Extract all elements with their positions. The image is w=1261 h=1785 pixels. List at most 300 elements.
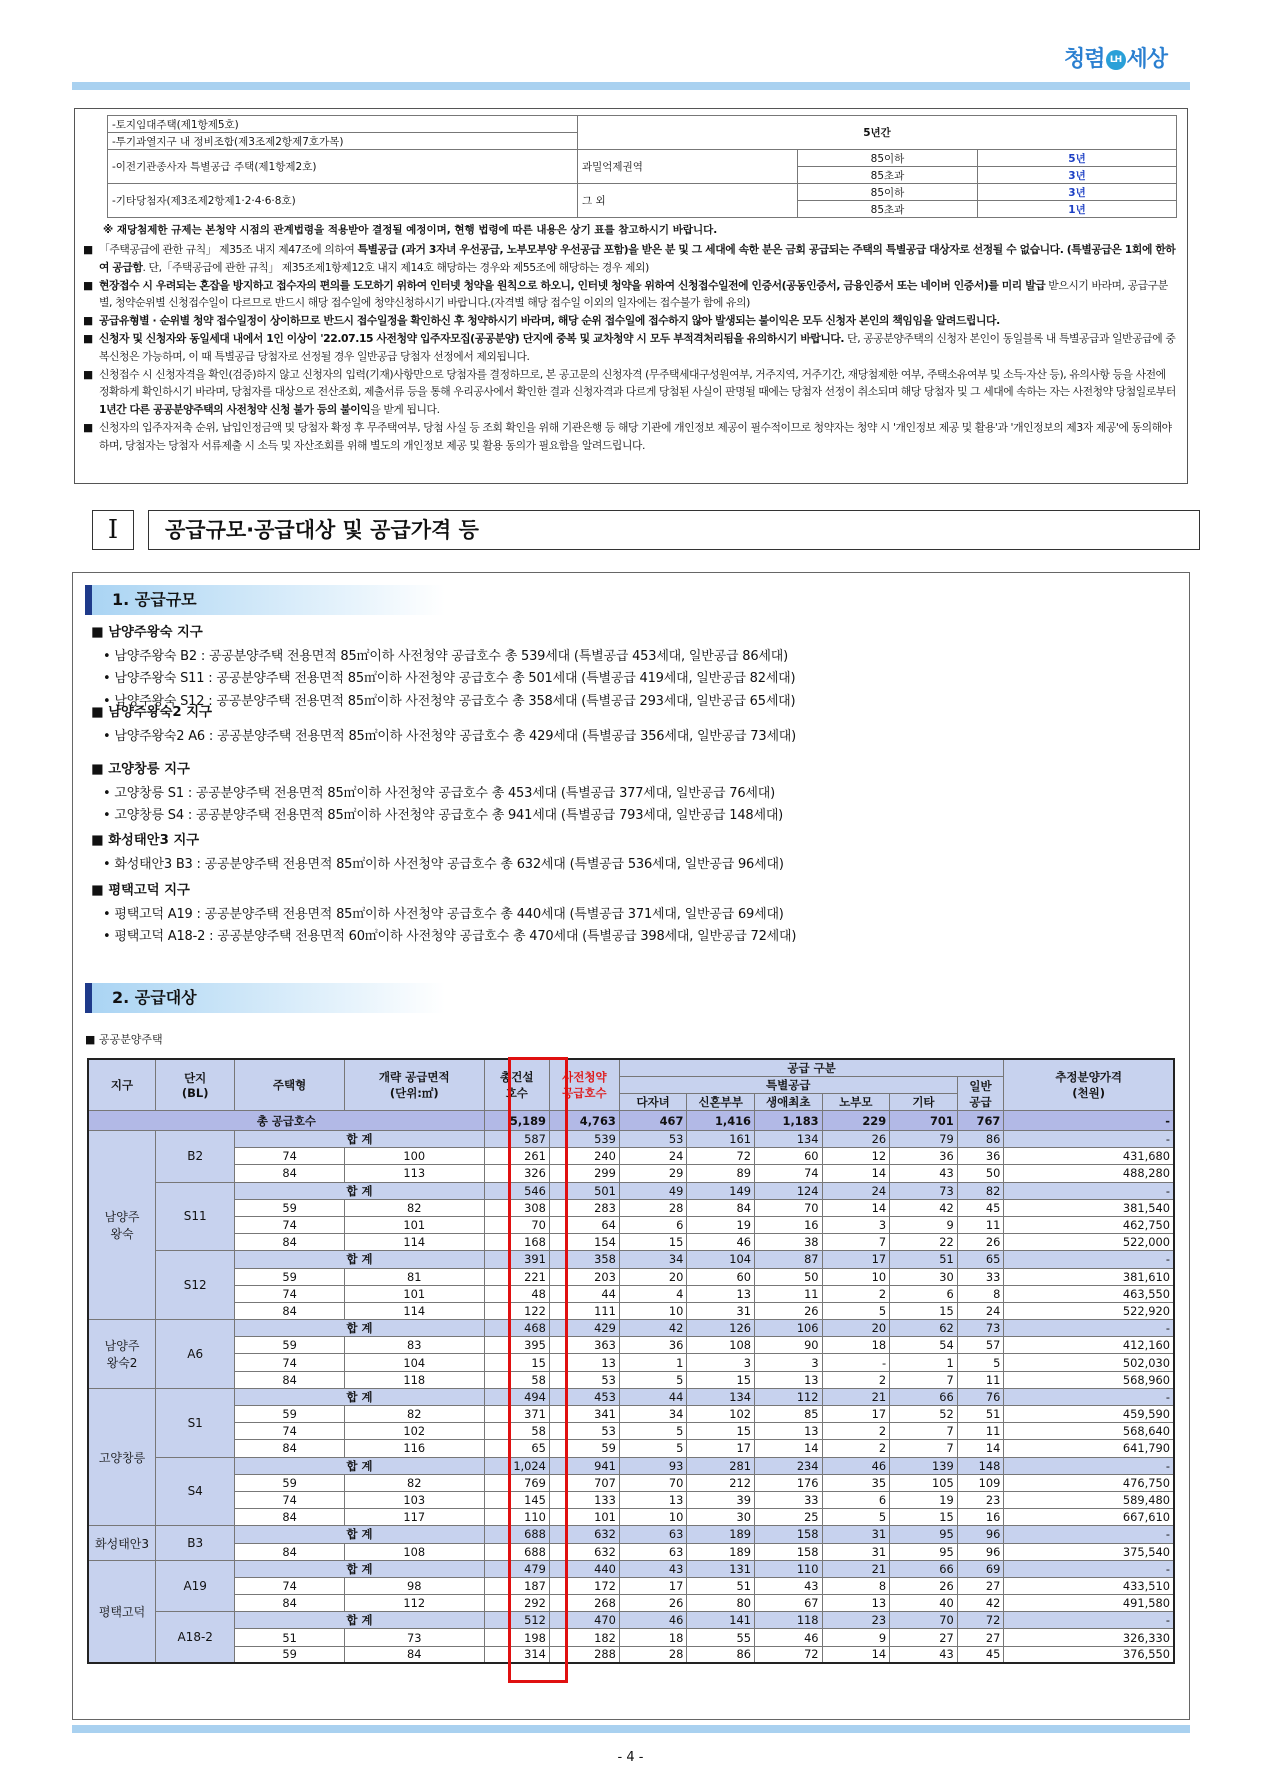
table-header: 공급 구분 <box>619 1059 1004 1077</box>
table-cell: 65 <box>957 1251 1004 1268</box>
table-cell: 84 <box>235 1543 345 1560</box>
table-row <box>88 1199 1174 1216</box>
notice-paragraph: ■ 현장접수 시 우려되는 혼잡을 방지하고 접수자의 편의를 도모하기 위하여 인터넷 청약을 원칙으로 하오니, 인터넷 청약을 위하여 신청접수일전에 인증서(공동인증서, 금융인증서 또는 네이버 인증서)를 미리 발급 받으시기 바라며, 공급구분별, 청약순위별 신청접수일이 다르므로 반드시 해당 접수일에 청약신청하시기 바랍니다.(자격별 해당 접수일 이외의 일자에는 접수불가 함에 유의) <box>83 278 1168 310</box>
table-caption: ■ 공공분양주택 <box>85 1033 163 1046</box>
table-cell: 84 <box>235 1509 345 1526</box>
table-cell: 124 <box>754 1182 822 1199</box>
table-cell: - <box>1004 1457 1174 1474</box>
table-header: 추정분양가격 (천원) <box>1004 1059 1174 1111</box>
subsection-title-scale: 1. 공급규모 <box>85 585 445 615</box>
rewin-restriction-table: -토지임대주택(제1항제5호) 5년간 -투기과열지구 내 정비조합(제3조제2항제7호가목) -이전기관종사자 특별공급 주택(제1항제2호) 과밀억제권역 85이하 5년 85초과 3년 -기타당첨자(제3조제2항제1·2·4·6·8호) 그 외 85이하 3년 85초과 1년 <box>107 115 1177 218</box>
table-cell: 18 <box>619 1629 687 1646</box>
table-cell: 261 <box>484 1148 549 1165</box>
table-cell: 70 <box>619 1474 687 1491</box>
table-cell: 33 <box>754 1491 822 1508</box>
table-cell: 35 <box>822 1474 890 1491</box>
table-cell: 86 <box>687 1646 755 1663</box>
table-cell: 26 <box>890 1577 958 1594</box>
table-cell: 308 <box>484 1199 549 1216</box>
table-cell: 187 <box>484 1577 549 1594</box>
table-cell: 122 <box>484 1302 549 1319</box>
bottom-divider <box>72 1725 1190 1733</box>
block-subtotal-row <box>88 1612 1174 1629</box>
table-cell: 26 <box>754 1302 822 1319</box>
table-cell: 60 <box>754 1148 822 1165</box>
table-cell: 189 <box>687 1543 755 1560</box>
table-cell: 95 <box>890 1543 958 1560</box>
table-cell: 17 <box>687 1440 755 1457</box>
block-cell: S12 <box>156 1251 235 1320</box>
table-cell: 15 <box>687 1371 755 1388</box>
table-cell: 58 <box>484 1371 549 1388</box>
table-cell: 67 <box>754 1595 822 1612</box>
table-cell: 43 <box>754 1577 822 1594</box>
table-cell: 5 <box>619 1423 687 1440</box>
table-cell: 707 <box>549 1474 619 1491</box>
table-cell: 522,920 <box>1004 1302 1174 1319</box>
table-cell: 4,763 <box>549 1111 619 1131</box>
table-cell: 38 <box>754 1234 822 1251</box>
table-cell: 76 <box>957 1388 1004 1405</box>
table-cell: 154 <box>549 1234 619 1251</box>
table-cell: 53 <box>549 1371 619 1388</box>
table-cell: 1 <box>619 1354 687 1371</box>
table-cell: 87 <box>754 1251 822 1268</box>
table-cell: 539 <box>549 1131 619 1148</box>
block-subtotal-row <box>88 1526 1174 1543</box>
table-cell: 632 <box>549 1543 619 1560</box>
table-cell: 66 <box>890 1560 958 1577</box>
table-cell: 33 <box>957 1268 1004 1285</box>
table-cell: - <box>1004 1251 1174 1268</box>
table-cell: 145 <box>484 1491 549 1508</box>
table-cell: 358 <box>549 1251 619 1268</box>
table-cell: 54 <box>890 1337 958 1354</box>
table-cell: 74 <box>235 1423 345 1440</box>
lh-logo-icon: LH <box>1106 50 1126 70</box>
table-cell: 59 <box>235 1337 345 1354</box>
table-cell: 59 <box>235 1199 345 1216</box>
table-row <box>88 1268 1174 1285</box>
table-cell: 82 <box>344 1474 484 1491</box>
table-cell: 189 <box>687 1526 755 1543</box>
table-cell: 84 <box>235 1165 345 1182</box>
table-row <box>88 1629 1174 1646</box>
table-cell: 50 <box>754 1268 822 1285</box>
table-cell: 203 <box>549 1268 619 1285</box>
table-cell: 112 <box>754 1388 822 1405</box>
block-subtotal-row <box>88 1320 1174 1337</box>
table-cell: 14 <box>822 1199 890 1216</box>
table-cell: 326 <box>484 1165 549 1182</box>
table-cell: 59 <box>235 1268 345 1285</box>
table-cell: 31 <box>687 1302 755 1319</box>
table-cell: 299 <box>549 1165 619 1182</box>
supply-item: • 평택고덕 A19 : 공공분양주택 전용면적 85㎡이하 사전청약 공급호수 총 440세대 (특별공급 371세대, 일반공급 69세대) <box>103 907 784 922</box>
table-cell: 440 <box>549 1560 619 1577</box>
table-cell: 1,024 <box>484 1457 549 1474</box>
table-cell: 363 <box>549 1337 619 1354</box>
table-cell: 81 <box>344 1268 484 1285</box>
supply-item: • 고양창릉 S1 : 공공분양주택 전용면적 85㎡이하 사전청약 공급호수 총 453세대 (특별공급 377세대, 일반공급 76세대) <box>103 786 775 801</box>
table-cell: 381,610 <box>1004 1268 1174 1285</box>
table-row <box>88 1148 1174 1165</box>
table-row <box>88 1646 1174 1663</box>
table-cell: 89 <box>687 1165 755 1182</box>
district-cell: 남양주 왕숙2 <box>88 1320 156 1389</box>
table-cell: 46 <box>822 1457 890 1474</box>
table-cell: 701 <box>890 1111 958 1131</box>
table-cell: 468 <box>484 1320 549 1337</box>
table-cell: 42 <box>890 1199 958 1216</box>
table-cell: 40 <box>890 1595 958 1612</box>
table-cell: 69 <box>957 1560 1004 1577</box>
table-cell: 462,750 <box>1004 1216 1174 1233</box>
table-cell: 17 <box>822 1406 890 1423</box>
table-cell: 9 <box>822 1629 890 1646</box>
table-row <box>88 1474 1174 1491</box>
district-heading: ■ 화성태안3 지구 <box>91 833 200 848</box>
table-header: 기타 <box>890 1094 958 1111</box>
table-cell: 73 <box>344 1629 484 1646</box>
table-cell: 31 <box>822 1526 890 1543</box>
table-cell: 114 <box>344 1234 484 1251</box>
block-cell: A6 <box>156 1320 235 1389</box>
table-cell: 63 <box>619 1526 687 1543</box>
table-cell: 341 <box>549 1406 619 1423</box>
table-cell: 491,580 <box>1004 1595 1174 1612</box>
block-subtotal-row <box>88 1457 1174 1474</box>
table-header: 다자녀 <box>619 1094 687 1111</box>
table-header: 생애최초 <box>754 1094 822 1111</box>
table-cell: 84 <box>235 1234 345 1251</box>
block-subtotal-row <box>88 1560 1174 1577</box>
table-cell: 73 <box>957 1320 1004 1337</box>
table-cell: 27 <box>957 1577 1004 1594</box>
table-cell: 15 <box>890 1509 958 1526</box>
table-cell: 44 <box>619 1388 687 1405</box>
table-cell: 108 <box>344 1543 484 1560</box>
table-cell: 74 <box>754 1165 822 1182</box>
table-cell: 84 <box>687 1199 755 1216</box>
table-cell: 376,550 <box>1004 1646 1174 1663</box>
table-cell: 133 <box>549 1491 619 1508</box>
table-header: 주택형 <box>235 1059 345 1111</box>
district-cell: 남양주 왕숙 <box>88 1131 156 1320</box>
notice-paragraph: ■ 「주택공급에 관한 규칙」 제35조 내지 제47조에 의하여 특별공급 (과거 3자녀 우선공급, 노부모부양 우선공급 포함)을 받은 분 및 그 세대에 속한 분은 금회 공급되는 주택의 특별공급 대상자로 선정될 수 없습니다. (특별공급은 1회에 한하여 공급함. 단,「주택공급에 관한 규칙」 제35조제1항제12호 내지 제14호 해당하는 경우와 제55조에 해당하는 경우 제외) <box>83 243 1176 274</box>
top-divider <box>72 82 1190 90</box>
table-cell: 27 <box>890 1629 958 1646</box>
table-cell: 16 <box>754 1216 822 1233</box>
table-cell: 463,550 <box>1004 1285 1174 1302</box>
table-cell: 116 <box>344 1440 484 1457</box>
table-cell: 9 <box>890 1216 958 1233</box>
table-header: 신혼부부 <box>687 1094 755 1111</box>
table-cell: 15 <box>484 1354 549 1371</box>
table-cell: 합 계 <box>235 1182 484 1199</box>
table-cell: 80 <box>687 1595 755 1612</box>
table-cell: - <box>1004 1182 1174 1199</box>
table-cell: 139 <box>890 1457 958 1474</box>
table-cell: 36 <box>890 1148 958 1165</box>
table-cell: 104 <box>687 1251 755 1268</box>
table-cell: 74 <box>235 1285 345 1302</box>
district-block <box>91 621 1171 713</box>
table-cell: 104 <box>344 1354 484 1371</box>
block-cell: A18-2 <box>156 1612 235 1664</box>
table-cell: 110 <box>484 1509 549 1526</box>
supply-item: • 남양주왕숙 B2 : 공공분양주택 전용면적 85㎡이하 사전청약 공급호수 총 539세대 (특별공급 453세대, 일반공급 86세대) <box>103 649 788 664</box>
table-cell: 568,640 <box>1004 1423 1174 1440</box>
block-cell: B3 <box>156 1526 235 1560</box>
table-cell: 182 <box>549 1629 619 1646</box>
supply-item: • 남양주왕숙 S12 : 공공분양주택 전용면적 85㎡이하 사전청약 공급호수 총 358세대 (특별공급 293세대, 일반공급 65세대) <box>103 693 796 709</box>
table-cell: 102 <box>687 1406 755 1423</box>
table-cell: - <box>1004 1560 1174 1577</box>
table-cell: 112 <box>344 1595 484 1612</box>
table-cell: 83 <box>344 1337 484 1354</box>
table-cell: 43 <box>890 1646 958 1663</box>
table-cell: 10 <box>619 1509 687 1526</box>
table-row <box>88 1165 1174 1182</box>
table-cell: 176 <box>754 1474 822 1491</box>
table-cell: 51 <box>957 1406 1004 1423</box>
table-cell: 212 <box>687 1474 755 1491</box>
notice-box <box>74 108 1188 484</box>
table-cell: 314 <box>484 1646 549 1663</box>
table-cell: 395 <box>484 1337 549 1354</box>
table-cell: 15 <box>619 1234 687 1251</box>
table-cell: 14 <box>957 1440 1004 1457</box>
section-number: Ⅰ <box>92 510 134 550</box>
table-cell: 433,510 <box>1004 1577 1174 1594</box>
table-cell: 58 <box>484 1423 549 1440</box>
table-row <box>88 1371 1174 1388</box>
table-cell: 6 <box>890 1285 958 1302</box>
block-cell: S11 <box>156 1182 235 1251</box>
table-row <box>88 1423 1174 1440</box>
table-cell: 101 <box>344 1216 484 1233</box>
district-cell: 화성태안3 <box>88 1526 156 1560</box>
table-cell: 43 <box>890 1165 958 1182</box>
table-cell: 46 <box>754 1629 822 1646</box>
table-cell: 79 <box>890 1131 958 1148</box>
table-cell: 10 <box>822 1268 890 1285</box>
table-cell: 7 <box>890 1371 958 1388</box>
table-cell: 45 <box>957 1199 1004 1216</box>
table-cell: 168 <box>484 1234 549 1251</box>
table-row <box>88 1337 1174 1354</box>
table-cell: 459,590 <box>1004 1406 1174 1423</box>
table-row <box>88 1440 1174 1457</box>
table-cell: 17 <box>822 1251 890 1268</box>
table-cell: 479 <box>484 1560 549 1577</box>
table-cell: 82 <box>957 1182 1004 1199</box>
table-cell: 2 <box>822 1285 890 1302</box>
table-cell: - <box>1004 1320 1174 1337</box>
table-cell: 688 <box>484 1526 549 1543</box>
table-cell: 5 <box>822 1302 890 1319</box>
table-cell: 234 <box>754 1457 822 1474</box>
table-cell: 44 <box>549 1285 619 1302</box>
supply-table <box>87 1058 1175 1664</box>
table-cell: 281 <box>687 1457 755 1474</box>
table-row <box>88 1491 1174 1508</box>
table-cell: 161 <box>687 1131 755 1148</box>
table-cell: 55 <box>687 1629 755 1646</box>
table-cell: 53 <box>619 1131 687 1148</box>
table-cell: 391 <box>484 1251 549 1268</box>
table-cell: 30 <box>890 1268 958 1285</box>
table-cell: 23 <box>822 1612 890 1629</box>
table-cell: 229 <box>822 1111 890 1131</box>
table-cell: 82 <box>344 1199 484 1216</box>
table-cell: 502,030 <box>1004 1354 1174 1371</box>
supply-item: • 남양주왕숙2 A6 : 공공분양주택 전용면적 85㎡이하 사전청약 공급호수 총 429세대 (특별공급 356세대, 일반공급 73세대) <box>103 729 797 744</box>
table-cell: 375,540 <box>1004 1543 1174 1560</box>
table-cell: 24 <box>957 1302 1004 1319</box>
table-cell: 1 <box>890 1354 958 1371</box>
table-cell: 11 <box>957 1371 1004 1388</box>
table-cell: 158 <box>754 1526 822 1543</box>
district-heading: ■ 평택고덕 지구 <box>91 883 190 898</box>
table-cell: 34 <box>619 1406 687 1423</box>
table-cell: 221 <box>484 1268 549 1285</box>
table-cell: 3 <box>754 1354 822 1371</box>
table-cell: 84 <box>235 1302 345 1319</box>
table-cell: 24 <box>619 1148 687 1165</box>
table-cell: 합 계 <box>235 1251 484 1268</box>
table-cell: 52 <box>890 1406 958 1423</box>
table-cell: 2 <box>822 1423 890 1440</box>
table-cell: 371 <box>484 1406 549 1423</box>
supply-item: • 고양창릉 S4 : 공공분양주택 전용면적 85㎡이하 사전청약 공급호수 총 941세대 (특별공급 793세대, 일반공급 148세대) <box>103 808 784 824</box>
table-cell: 117 <box>344 1509 484 1526</box>
table-cell: 22 <box>890 1234 958 1251</box>
table-cell: 4 <box>619 1285 687 1302</box>
table-cell: 13 <box>754 1423 822 1440</box>
table-row <box>88 1577 1174 1594</box>
notice-paragraph: ■ 신청접수 시 신청자격을 확인(검증)하지 않고 신청자의 입력(기재)사항만으로 당첨자를 결정하므로, 본 공고문의 신청자격 (무주택세대구성원여부, 거주지역, 거주기간, 재당첨제한 여부, 주택소유여부 및 소득·자산 등), 유의사항 등을 사전에 정확하게 확인하시기 바라며, 당첨자를 대상으로 전산조회, 제출서류 등을 통해 우리공사에서 확인한 결과 신청자격과 다르게 당첨된 사실이 판명될 때에는 당첨자 선정이 취소되며 해당 당첨자 및 그 세대에 속하는 자는 사전청약 당첨일로부터 1년간 다른 공공분양주택의 사전청약 신청 불가 등의 불이익을 받게 됩니다. <box>83 367 1176 417</box>
table-cell: 59 <box>235 1646 345 1663</box>
table-cell: - <box>1004 1526 1174 1543</box>
table-cell: 30 <box>687 1509 755 1526</box>
block-cell: B2 <box>156 1131 235 1183</box>
section-title: 공급규모·공급대상 및 공급가격 등 <box>148 510 1200 550</box>
table-cell: 72 <box>754 1646 822 1663</box>
brand-logo: 청렴 LH 세상 <box>1064 47 1168 72</box>
table-header: 사전청약 공급호수 <box>549 1059 619 1111</box>
table-cell: 26 <box>619 1595 687 1612</box>
table-cell: 74 <box>235 1354 345 1371</box>
table-cell: 11 <box>957 1423 1004 1440</box>
table-cell: 501 <box>549 1182 619 1199</box>
table-cell: 522,000 <box>1004 1234 1174 1251</box>
table-cell: 85 <box>754 1406 822 1423</box>
table-cell: 488,280 <box>1004 1165 1174 1182</box>
table-cell: 268 <box>549 1595 619 1612</box>
table-cell: 15 <box>890 1302 958 1319</box>
table-cell: 74 <box>235 1491 345 1508</box>
table-cell: 767 <box>957 1111 1004 1131</box>
block-cell: S1 <box>156 1388 235 1457</box>
supply-item: • 화성태안3 B3 : 공공분양주택 전용면적 85㎡이하 사전청약 공급호수 총 632세대 (특별공급 536세대, 일반공급 96세대) <box>103 857 784 872</box>
table-cell: 110 <box>754 1560 822 1577</box>
table-cell: 476,750 <box>1004 1474 1174 1491</box>
table-cell: 102 <box>344 1423 484 1440</box>
table-cell: 39 <box>687 1491 755 1508</box>
table-cell: 43 <box>619 1560 687 1577</box>
table-cell: 59 <box>549 1440 619 1457</box>
table-cell: 149 <box>687 1182 755 1199</box>
table-cell: 84 <box>235 1371 345 1388</box>
table-cell: 49 <box>619 1182 687 1199</box>
table-cell: 546 <box>484 1182 549 1199</box>
table-cell: 158 <box>754 1543 822 1560</box>
table-cell: 3 <box>687 1354 755 1371</box>
table-cell: - <box>1004 1111 1174 1131</box>
table-row <box>88 1234 1174 1251</box>
table-cell: 568,960 <box>1004 1371 1174 1388</box>
table-cell: 587 <box>484 1131 549 1148</box>
table-cell: 7 <box>890 1440 958 1457</box>
table-cell: 1,183 <box>754 1111 822 1131</box>
table-cell: 13 <box>754 1371 822 1388</box>
table-cell: 240 <box>549 1148 619 1165</box>
table-cell: 326,330 <box>1004 1629 1174 1646</box>
table-cell: 8 <box>822 1577 890 1594</box>
table-cell: 114 <box>344 1302 484 1319</box>
table-cell: 74 <box>235 1216 345 1233</box>
table-cell: 134 <box>687 1388 755 1405</box>
district-block <box>91 879 1171 949</box>
table-cell: 70 <box>890 1612 958 1629</box>
table-cell: 총 공급호수 <box>88 1111 484 1131</box>
subsection-title-target: 2. 공급대상 <box>85 983 445 1013</box>
table-cell: 589,480 <box>1004 1491 1174 1508</box>
table-cell: 23 <box>957 1491 1004 1508</box>
table-cell: 96 <box>957 1526 1004 1543</box>
table-cell: 53 <box>549 1423 619 1440</box>
table-cell: 46 <box>687 1234 755 1251</box>
table-cell: 21 <box>822 1560 890 1577</box>
table-cell: 103 <box>344 1491 484 1508</box>
page-number: - 4 - <box>617 1750 644 1765</box>
table-cell: 292 <box>484 1595 549 1612</box>
table-header: 단지 (BL) <box>156 1059 235 1111</box>
table-cell: 1,416 <box>687 1111 755 1131</box>
table-cell: 13 <box>619 1491 687 1508</box>
table-cell: 70 <box>484 1216 549 1233</box>
table-cell: 17 <box>619 1577 687 1594</box>
table-row <box>88 1285 1174 1302</box>
table-cell: 100 <box>344 1148 484 1165</box>
table-row <box>88 1406 1174 1423</box>
table-row <box>88 1302 1174 1319</box>
table-cell: 59 <box>235 1474 345 1491</box>
table-cell: 113 <box>344 1165 484 1182</box>
table-cell: 27 <box>957 1629 1004 1646</box>
table-cell: 5 <box>619 1371 687 1388</box>
table-cell: 106 <box>754 1320 822 1337</box>
district-block <box>91 758 1171 828</box>
table-cell: 5,189 <box>484 1111 549 1131</box>
table-header: 일반 공급 <box>957 1077 1004 1111</box>
district-block <box>91 701 1171 748</box>
table-cell: 14 <box>822 1165 890 1182</box>
table-cell: 941 <box>549 1457 619 1474</box>
table-cell: 283 <box>549 1199 619 1216</box>
